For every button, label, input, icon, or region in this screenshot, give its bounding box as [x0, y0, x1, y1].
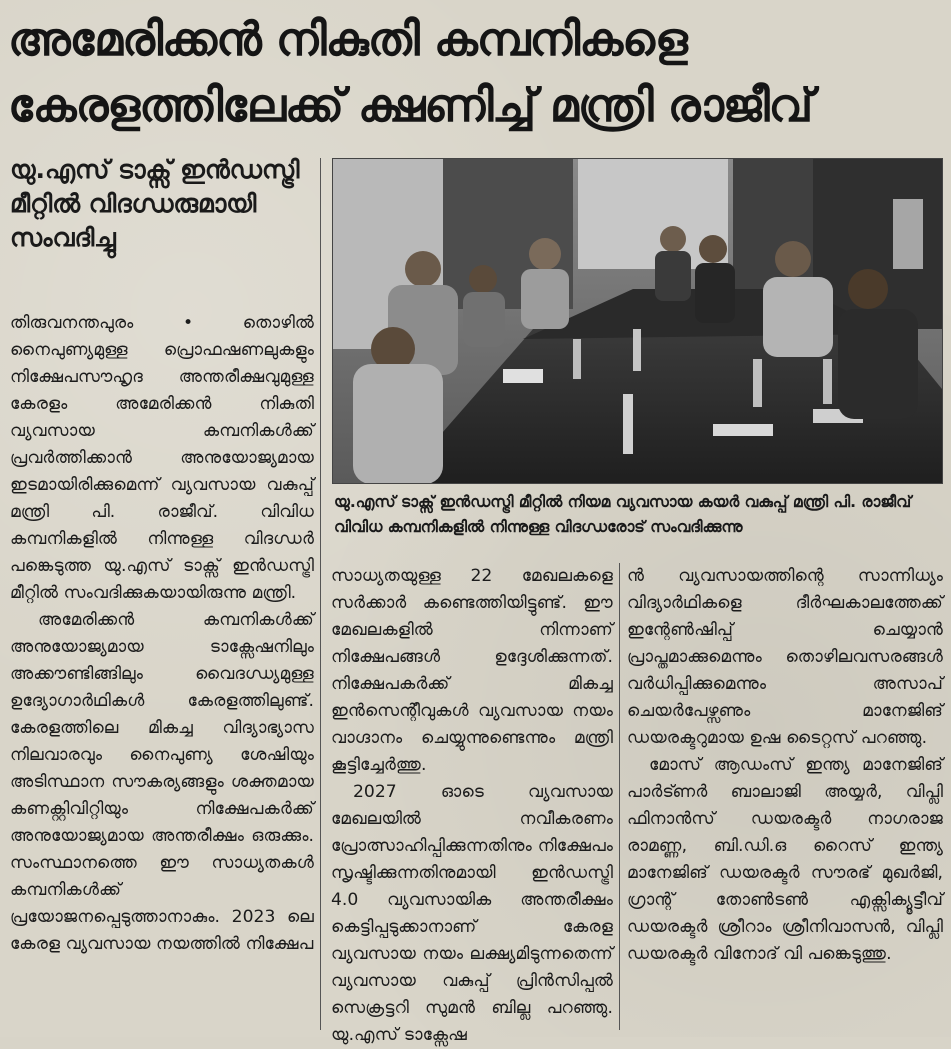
headline: [8, 6, 943, 138]
paragraph: തിരുവനന്തപുരം • തൊഴിൽ നൈപുണ്യമുള്ള പ്രൊഫഷണലുകളും നിക്ഷേപസൗഹൃദ അന്തരീക്ഷവുമുള്ള കേരളം അമേരിക്കൻ നികുതി വ്യവസായ കമ്പനികൾക്ക് പ്രവർത്തിക്കാൻ അനുയോജ്യമായ ഇടമായിരിക്കുമെന്ന് വ്യവസായ വകുപ്പ് മന്ത്രി പി. രാജീവ്. വിവിധ കമ്പനികളിൽ നിന്നുള്ള വിദഗ്ധർ പങ്കെടുത്ത യു.എസ് ടാക്സ് ഇൻഡസ്ട്രി മീറ്റിൽ സംവദിക്കുകയായിരുന്നു മന്ത്രി.: [10, 313, 314, 603]
headline-line-1: അമേരിക്കൻ നികുതി കമ്പനികളെ: [8, 12, 687, 66]
article-column-3: [627, 563, 943, 968]
meeting-photo: [332, 158, 943, 484]
article-column-1: [10, 310, 314, 958]
column-divider: [619, 563, 620, 1030]
paragraph: സാധ്യതയുള്ള 22 മേഖലകളെ സർക്കാർ കണ്ടെത്തിയിട്ടുണ്ട്. ഈ മേഖലകളിൽ നിന്നാണ് നിക്ഷേപങ്ങൾ ഉദ്ദേശിക്കുന്നത്. നിക്ഷേപകർക്ക് മികച്ച ഇൻസെന്റീവുകൾ വ്യവസായ നയം വാഗ്ദാനം ചെയ്യുന്നുണ്ടെന്നും മന്ത്രി കൂട്ടിച്ചേർത്തു.: [331, 566, 613, 775]
meeting-photo-illustration: [333, 159, 942, 483]
column-divider: [320, 158, 321, 1030]
photo-caption: യു.എസ് ടാക്സ് ഇൻഡസ്ട്രി മീറ്റിൽ നിയമ വ്യവസായ കയർ വകുപ്പ് മന്ത്രി പി. രാജീവ് വിവിധ കമ്പനികളിൽ നിന്നുള്ള വിദഗ്ധരോട് സംവദിക്കുന്നു: [334, 493, 912, 536]
paragraph: മോസ് ആഡംസ് ഇന്ത്യ മാനേജിങ് പാർട്ണർ ബാലാജി അയ്യർ, വിപ്ലി ഫിനാൻസ് ഡയരക്ടർ നാഗരാജ രാമണ്ണ, ബി.ഡി.ഒ റൈസ് ഇന്ത്യ മാനേജിങ് ഡയരക്ടർ സൗരഭ് മുഖർജി, ഗ്രാന്റ് തോൺടൺ എക്സിക്യൂട്ടീവ് ഡയരക്ടർ ശ്രീറാം ശ്രീനിവാസൻ, വിപ്ലി ഡയരക്ടർ വിനോദ് വി പങ്കെടുത്തു.: [627, 755, 943, 964]
paragraph: 2027 ഓടെ വ്യവസായ മേഖലയിൽ നവീകരണം പ്രോത്സാഹിപ്പിക്കുന്നതിനും നിക്ഷേപം സൃഷ്ടിക്കുന്നതിനുമായി ഇൻഡസ്ട്രി 4.0 വ്യവസായിക അന്തരീക്ഷം കെട്ടിപ്പടുക്കാനാണ് കേരള വ്യവസായ നയം ലക്ഷ്യമിടുന്നതെന്ന് വ്യവസായ വകുപ്പ് പ്രിൻസിപ്പൽ സെക്രട്ടറി സുമൻ ബില്ല പറഞ്ഞു. യു.എസ് ടാക്സേഷ: [331, 782, 613, 1045]
article-column-2: [331, 563, 613, 1049]
subheadline: യു.എസ് ടാക്സ് ഇൻഡസ്ട്രി മീറ്റിൽ വിദഗ്ധരുമായി സംവദിച്ചു: [10, 155, 300, 252]
paragraph: ൻ വ്യവസായത്തിന്റെ സാന്നിധ്യം വിദ്യാർഥികളെ ദീർഘകാലത്തേക്ക് ഇന്റേൺഷിപ്പ് ചെയ്യാൻ പ്രാപ്തമാക്കുമെന്നും തൊഴിലവസരങ്ങൾ വർധിപ്പിക്കുമെന്നും അസാപ് ചെയർപേഴ്സണും മാനേജിങ് ഡയരക്ടറുമായ ഉഷ ടൈറ്റസ് പറഞ്ഞു.: [627, 566, 943, 748]
paragraph: അമേരിക്കൻ കമ്പനികൾക്ക് അനുയോജ്യമായ ടാക്സേഷനിലും അക്കൗണ്ടിങ്ങിലും വൈദഗ്ധ്യമുള്ള ഉദ്യോഗാർഥികൾ കേരളത്തിലുണ്ട്. കേരളത്തിലെ മികച്ച വിദ്യാഭ്യാസ നിലവാരവും നൈപുണ്യ ശേഷിയും അടിസ്ഥാന സൗകര്യങ്ങളും ശക്തമായ കണക്റ്റിവിറ്റിയും നിക്ഷേപകർക്ക് അനുയോജ്യമായ അന്തരീക്ഷം ഒരുക്കും. സംസ്ഥാനത്തെ ഈ സാധ്യതകൾ കമ്പനികൾക്ക് പ്രയോജനപ്പെടുത്താനാകും. 2023 ലെ കേരള വ്യവസായ നയത്തിൽ നിക്ഷേപ: [10, 610, 314, 954]
headline-line-2: കേരളത്തിലേക്ക് ക്ഷണിച്ച് മന്ത്രി രാജീവ്: [8, 78, 813, 132]
